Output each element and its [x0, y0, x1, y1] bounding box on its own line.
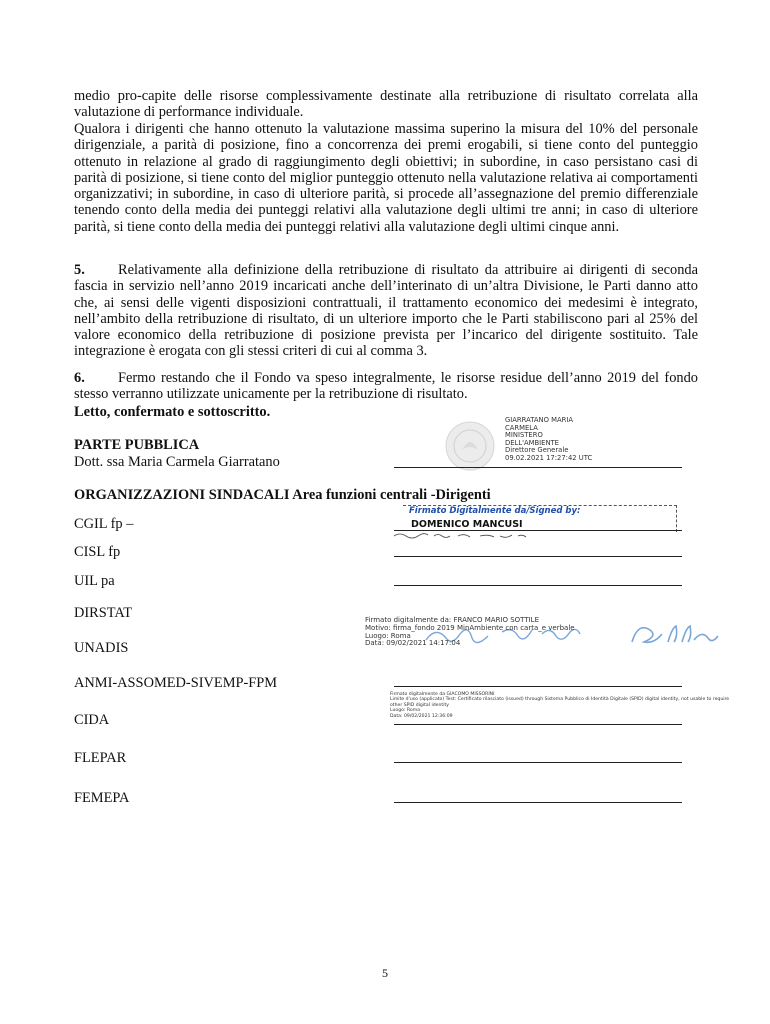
seal-watermark-icon — [442, 420, 498, 472]
signature-line-femepa — [394, 802, 682, 803]
signature-sottile-line: Motivo: firma_fondo 2019 MinAmbiente con carta_e verbale — [365, 623, 575, 632]
signature-cida-line: Data: 09/02/2021 12:36:09 — [390, 713, 453, 719]
paragraph-5-number: 5. — [74, 262, 85, 278]
signature-mancusi-box — [403, 505, 677, 532]
signature-cida-line: other SPID digital identity — [390, 702, 450, 708]
page-number: 5 — [382, 966, 388, 980]
handwritten-signature-mancusi-icon — [392, 530, 532, 542]
signature-giarratano-line: GIARRATANO MARIA — [505, 416, 573, 424]
signature-line-anmi — [394, 686, 682, 687]
union-label-cida: CIDA — [74, 712, 110, 728]
signature-cida-line: Limite d'uso (applicato) Test: Certificato rilasciato (issued) through Sistema Pubblico di Identità Digitale (SPID) digital identity, not usable to require — [390, 697, 730, 703]
union-label-femepa: FEMEPA — [74, 790, 130, 806]
paragraph-5 — [74, 262, 698, 360]
union-label-uil: UIL pa — [74, 573, 115, 589]
signature-sottile-line: Luogo: Roma — [365, 631, 411, 640]
signature-line-flepar — [394, 762, 682, 763]
signature-mancusi-header: Firmato Digitalmente da/Signed by: — [409, 506, 581, 516]
signature-cida-details — [390, 692, 730, 719]
paragraph-6-text: Fermo restando che il Fondo va speso integralmente, le risorse residue dell’anno 2019 del fondo stesso verranno utilizzate unicamente per la retribuzione di risultato. — [74, 370, 698, 403]
union-label-anmi: ANMI-ASSOMED-SIVEMP-FPM — [74, 675, 278, 691]
signature-cida-line: Luogo: Roma — [390, 708, 421, 714]
signature-giarratano-line: CARMELA — [505, 423, 538, 432]
paragraph-intro: medio pro-capite delle risorse complessivamente destinate alla retribuzione di risultato correlata alla valutazione di performance individuale. — [74, 88, 698, 121]
union-label-flepar: FLEPAR — [74, 750, 127, 766]
signature-line-parte-pubblica — [394, 467, 682, 468]
sindacali-heading: ORGANIZZAZIONI SINDACALI Area funzioni centrali -Dirigenti — [74, 487, 491, 503]
signature-sottile-details — [365, 617, 575, 648]
signature-giarratano-line: 09.02.2021 17:27:42 UTC — [505, 453, 593, 462]
signature-giarratano-details — [505, 417, 592, 463]
signature-line-cisl — [394, 556, 682, 557]
signature-line-uil — [394, 585, 682, 586]
union-label-dirstat: DIRSTAT — [74, 605, 133, 621]
signature-giarratano-line: DELL'AMBIENTE — [505, 438, 559, 447]
union-label-cgil: CGIL fp – — [74, 516, 134, 532]
signature-cida-line: Firmato digitalmente da GIACOMO MISSORINI — [390, 692, 495, 697]
paragraph-6-number: 6. — [74, 370, 85, 386]
signature-sottile-line: Firmato digitalmente da: FRANCO MARIO SOTTILE — [365, 616, 540, 624]
parte-pubblica-name: Dott. ssa Maria Carmela Giarratano — [74, 454, 280, 470]
paragraph-5-text: Relativamente alla definizione della retribuzione di risultato da attribuire ai dirigenti di seconda fascia in servizio nell’anno 2019 incaricati anche dell’interinato di un’altra Divisione, le Parti danno atto che, ai sensi delle vigenti disposizioni contrattuali, il trattamento economico dei medesimi è integrato, nell’ambito della retribuzione di risultato, di un ulteriore importo che le Parti stabiliscono pari al 25% del valore economico della retribuzione di posizione prevista per l’incarico del dirigente sostituito. Tale integrazione è erogata con gli stessi criteri di cui al comma 3. — [74, 262, 698, 360]
union-label-unadis: UNADIS — [74, 640, 129, 656]
closing-statement: Letto, confermato e sottoscritto. — [74, 404, 271, 420]
union-label-cisl: CISL fp — [74, 544, 121, 560]
signature-giarratano-line: MINISTERO — [505, 431, 543, 440]
paragraph-ranking-criteria: Qualora i dirigenti che hanno ottenuto la valutazione massima superino la misura del 10% del personale dirigenziale, a parità di posizione, fino a concorrenza dei premi erogabili, si tiene conto del punteggio ottenuto in relazione al grado di raggiungimento degli obiettivi; in subordine, in caso persistano casi di parità di posizione, si tiene conto del miglior punteggio ottenuto nella valutazione relativa ai comportamenti organizzativi; in subordine, in caso di ulteriore parità, si procede all’assegnazione del premio differenziale tenendo conto della media dei punteggi relativi alla valutazione degli ultimi tre anni; in caso di ulteriore parità, si tiene conto della media dei punteggi relativi alla valutazione degli ultimi cinque anni. — [74, 121, 698, 235]
signature-mancusi-name: DOMENICO MANCUSI — [411, 519, 523, 530]
signature-sottile-line: Data: 09/02/2021 14:17:04 — [365, 639, 461, 648]
paragraph-6 — [74, 370, 698, 403]
parte-pubblica-heading: PARTE PUBBLICA — [74, 437, 200, 453]
signature-line-cida — [394, 724, 682, 725]
signature-giarratano-line: Direttore Generale — [505, 446, 569, 455]
